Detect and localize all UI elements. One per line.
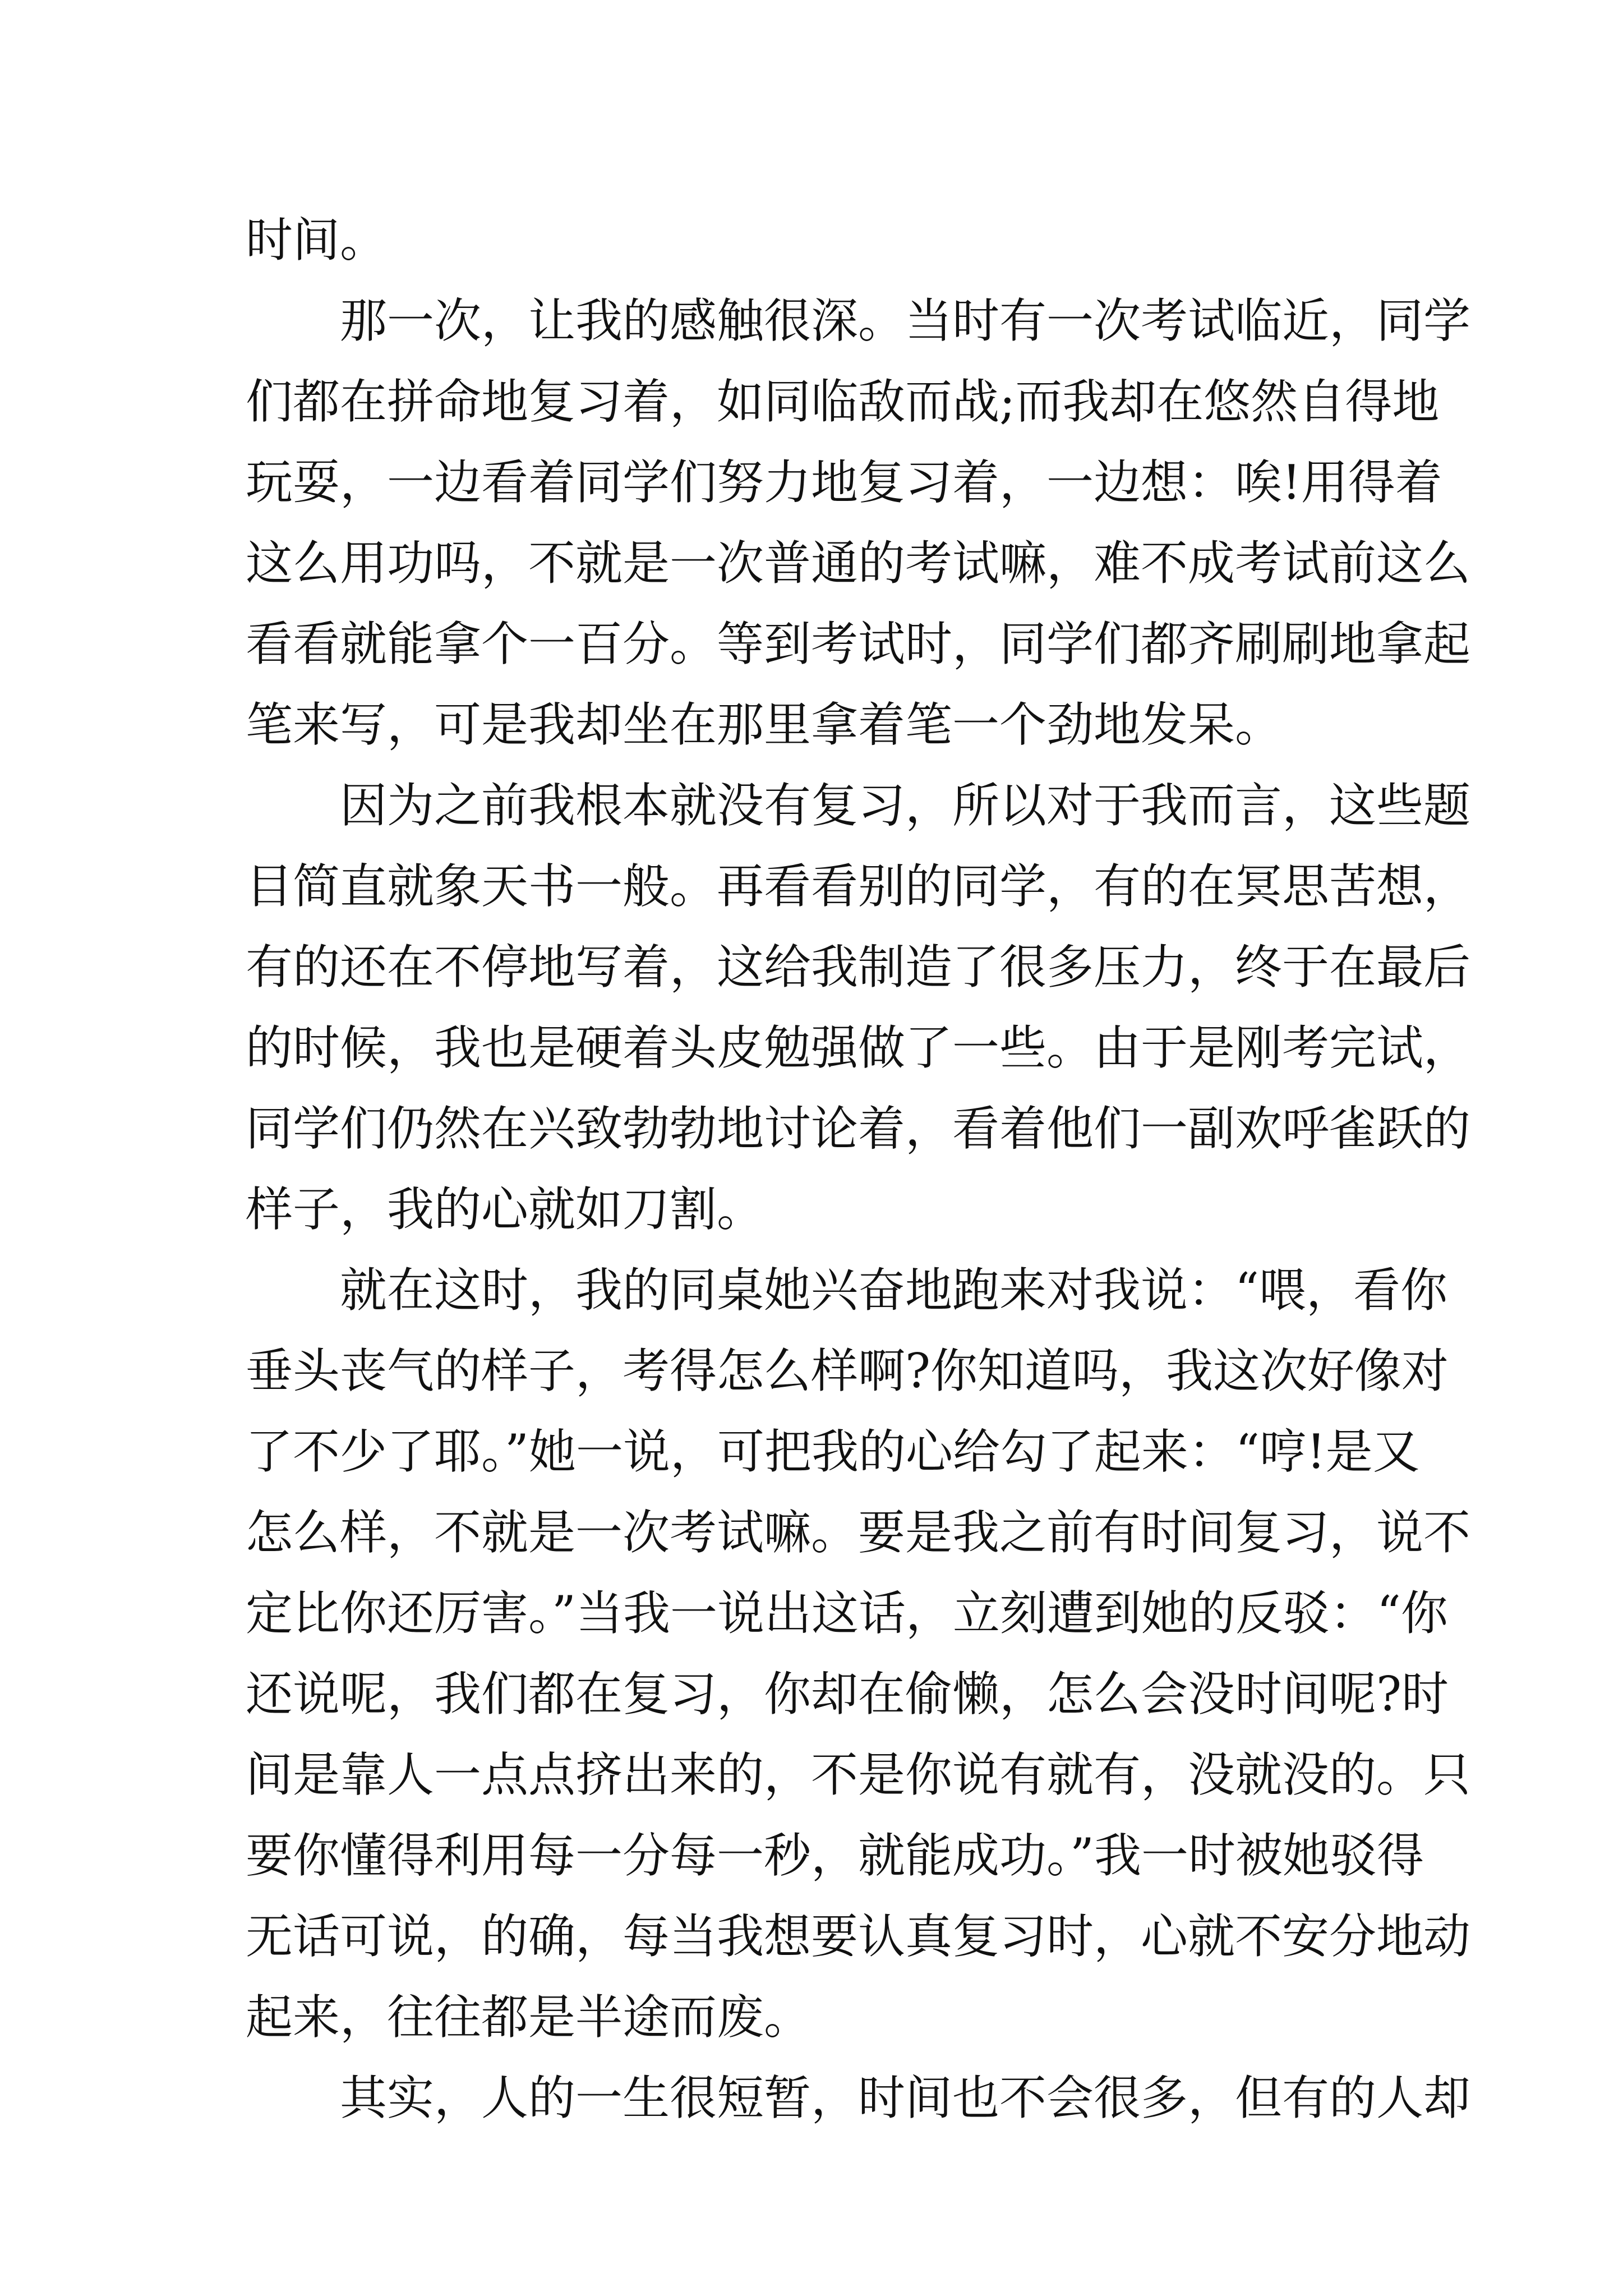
text-line: 笔来写，可是我却坐在那里拿着笔一个劲地发呆。 bbox=[246, 697, 1283, 752]
text-line: 其实，人的一生很短暂，时间也不会很多，但有的人却 bbox=[340, 2070, 1471, 2125]
document-body bbox=[246, 200, 1471, 2138]
text-line: 要你懂得利用每一分每一秒，就能成功。”我一时被她驳得 bbox=[246, 1828, 1424, 1883]
text-line: 定比你还厉害。”当我一说出这话，立刻遭到她的反驳：“你 bbox=[246, 1586, 1448, 1641]
paragraph bbox=[246, 765, 1471, 1250]
text-line: 间是靠人一点点挤出来的，不是你说有就有，没就没的。只 bbox=[246, 1747, 1471, 1802]
text-line: 垂头丧气的样子，考得怎么样啊?你知道吗，我这次好像对 bbox=[246, 1343, 1449, 1398]
text-line: 那一次，让我的感触很深。当时有一次考试临近，同学 bbox=[340, 293, 1471, 348]
paragraph bbox=[246, 280, 1471, 765]
text-line: 怎么样，不就是一次考试嘛。要是我之前有时间复习，说不 bbox=[246, 1505, 1471, 1560]
paragraph bbox=[246, 200, 1390, 280]
text-line: 还说呢，我们都在复习，你却在偷懒，怎么会没时间呢?时 bbox=[246, 1667, 1449, 1722]
paragraph bbox=[246, 2058, 1471, 2138]
text-line: 起来，往往都是半途而废。 bbox=[246, 1990, 811, 2045]
text-line: 看看就能拿个一百分。等到考试时，同学们都齐刷刷地拿起 bbox=[246, 616, 1471, 671]
text-line: 们都在拼命地复习着，如同临敌而战;而我却在悠然自得地 bbox=[246, 374, 1440, 429]
text-line: 了不少了耶。”她一说，可把我的心给勾了起来：“哼!是又 bbox=[246, 1424, 1420, 1479]
text-line: 就在这时，我的同桌她兴奋地跑来对我说：“喂，看你 bbox=[340, 1263, 1447, 1318]
text-line: 无话可说，的确，每当我想要认真复习时，心就不安分地动 bbox=[246, 1909, 1471, 1964]
text-line: 目简直就象天书一般。再看看别的同学，有的在冥思苦想， bbox=[246, 859, 1471, 914]
text-line: 玩耍，一边看着同学们努力地复习着，一边想：唉!用得着 bbox=[246, 455, 1442, 510]
text-line: 这么用功吗，不就是一次普通的考试嘛，难不成考试前这么 bbox=[246, 536, 1471, 591]
text-line: 时间。 bbox=[246, 213, 388, 268]
text-line: 同学们仍然在兴致勃勃地讨论着，看着他们一副欢呼雀跃的 bbox=[246, 1101, 1471, 1156]
text-line: 的时候，我也是硬着头皮勉强做了一些。由于是刚考完试， bbox=[246, 1020, 1471, 1075]
paragraph bbox=[246, 1250, 1471, 2058]
text-line: 因为之前我根本就没有复习，所以对于我而言，这些题 bbox=[340, 778, 1471, 833]
text-line: 样子，我的心就如刀割。 bbox=[246, 1182, 764, 1237]
text-line: 有的还在不停地写着，这给我制造了很多压力，终于在最后 bbox=[246, 940, 1471, 995]
